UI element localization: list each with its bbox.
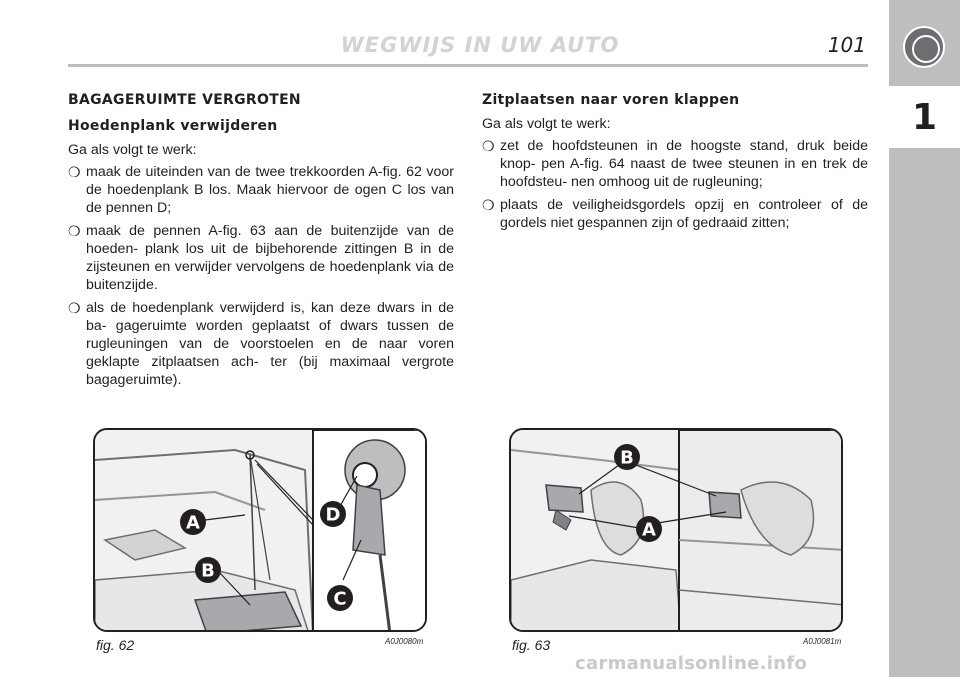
- bullet-mark: ❍: [482, 197, 495, 213]
- callout-label: C: [333, 588, 347, 610]
- figure-code: A0J0081m: [803, 637, 842, 646]
- list-item-text: maak de pennen A-fig. 63 aan de buitenzijde van de hoeden- plank los uit de bijbehorende zittingen B in de zijsteunen en verwijder vervolgens de hoedenplank via de buitenzijde.: [86, 223, 454, 293]
- figure-code: A0J0080m: [385, 637, 424, 646]
- figure-caption: fig. 62: [96, 637, 135, 653]
- hat-shelf-cords-drawing: [95, 430, 427, 632]
- subsection-heading: Hoedenplank verwijderen: [68, 118, 278, 134]
- list-item: [68, 299, 454, 389]
- alfa-romeo-badge-icon: [903, 26, 945, 68]
- bullet-mark: ❍: [482, 138, 495, 154]
- callout-label: D: [325, 504, 341, 526]
- left-column: [68, 91, 454, 394]
- right-column: [482, 91, 868, 237]
- watermark: carmanualsonline.info: [575, 653, 808, 674]
- bullet-mark: ❍: [68, 164, 81, 180]
- list-item: [68, 222, 454, 294]
- page-number: 101: [827, 33, 866, 57]
- bullet-mark: ❍: [68, 223, 81, 239]
- subsection-heading: Zitplaatsen naar voren klappen: [482, 92, 740, 108]
- intro-text: Ga als volgt te werk:: [482, 116, 611, 132]
- list-item: [482, 137, 868, 191]
- running-header-title: WEGWIJS IN UW AUTO: [340, 33, 620, 57]
- list-item-text: maak de uiteinden van de twee trekkoorden A-fig. 62 voor de hoedenplank B los. Maak hiervoor de ogen C los van de pennen D;: [86, 164, 454, 216]
- list-item-text: plaats de veiligheidsgordels opzij en controleer of de gordels niet gespannen zijn of gedraaid zitten;: [500, 197, 868, 231]
- chapter-side-tab: [889, 0, 960, 677]
- list-item: [68, 163, 454, 217]
- figure-62-illustration: [93, 428, 427, 632]
- list-item-text: zet de hoofdsteunen in de hoogste stand, druk beide knop- pen A-fig. 64 naast de twee steunen in en trek de hoofdsteu- nen omhoog uit de rugleuning;: [500, 138, 868, 190]
- callout-label: A: [186, 512, 200, 534]
- figure-caption: fig. 63: [512, 637, 551, 653]
- callout-label: B: [620, 447, 634, 469]
- header-rule: [68, 64, 868, 67]
- chapter-number: 1: [889, 86, 960, 148]
- intro-text: Ga als volgt te werk:: [68, 142, 197, 158]
- callout-label: B: [201, 560, 215, 582]
- section-heading: BAGAGERUIMTE VERGROTEN: [68, 92, 301, 108]
- callout-label: A: [642, 519, 656, 541]
- list-item: [482, 196, 868, 232]
- hat-shelf-pins-drawing: [511, 430, 843, 632]
- figure-63-illustration: [509, 428, 843, 632]
- bullet-mark: ❍: [68, 300, 81, 316]
- list-item-text: als de hoedenplank verwijderd is, kan deze dwars in de ba- gageruimte worden geplaatst of dwars tussen de rugleuningen van de voorstoelen en de naar voren geklapte zitplaatsen ach- ter (bij maximaal vergrote bagageruimte).: [86, 300, 454, 388]
